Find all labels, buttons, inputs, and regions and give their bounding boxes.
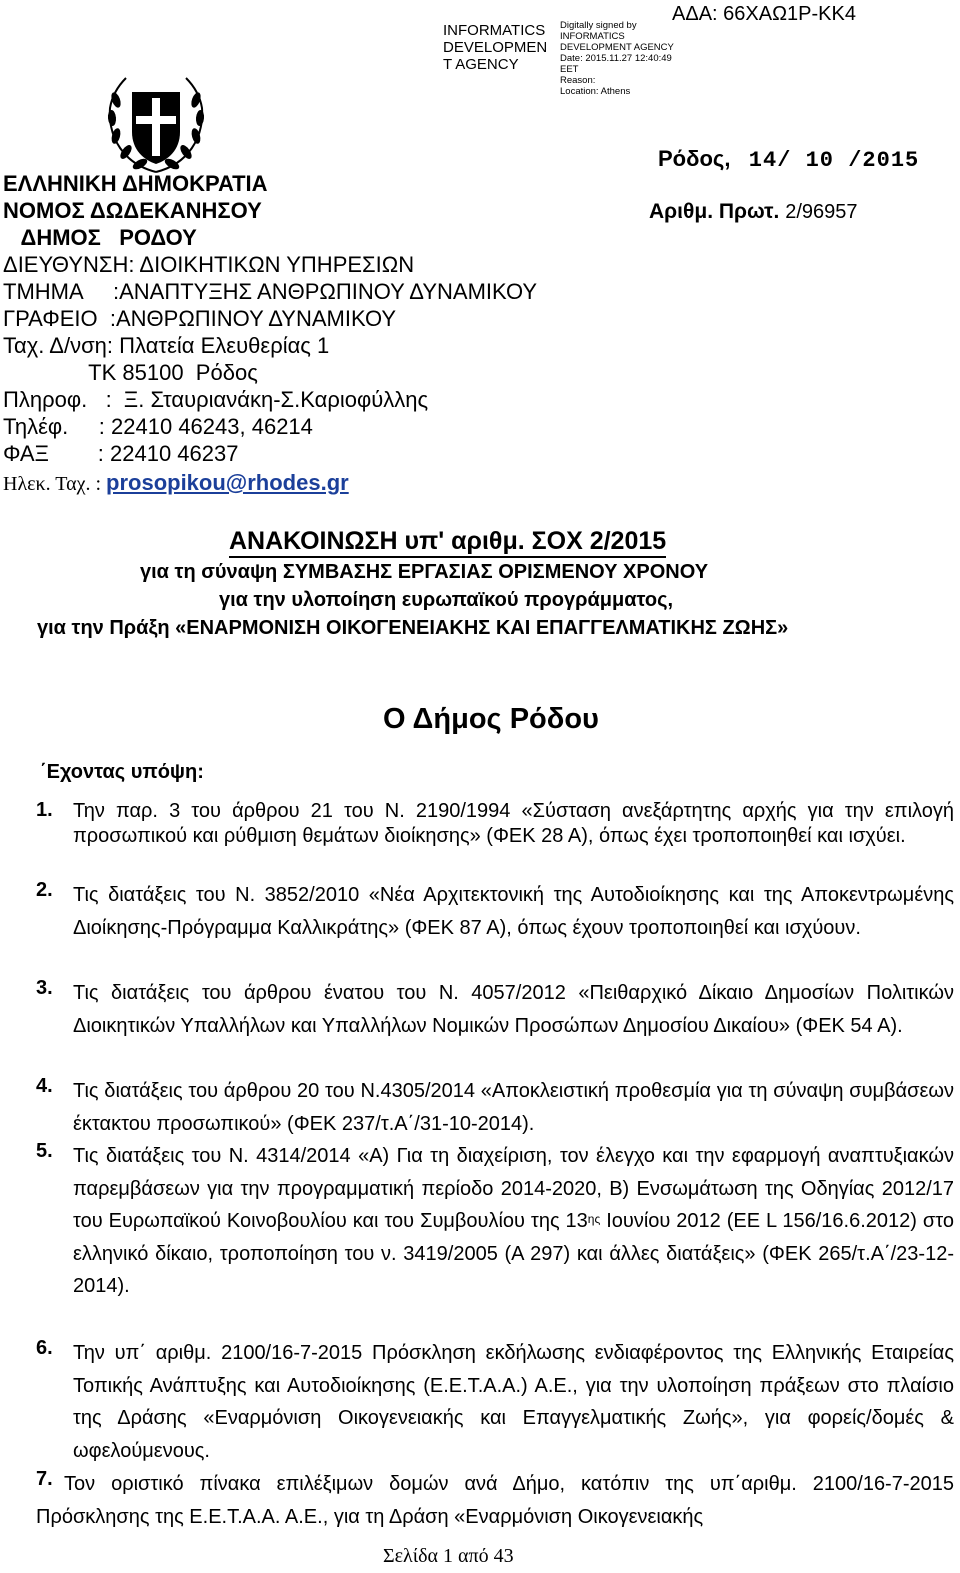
item-text: Την υπ΄ αριθμ. 2100/16-7-2015 Πρόσκληση εκδήλωσης ενδιαφέροντος της Ελληνικής Εταιρείας Τοπικής Ανάπτυξης και Αυτοδιοίκησης (Ε.Ε.Τ.Α.Α.) Α.Ε., για την υλοποίηση πράξεων στο πλαίσιο της Δράσης «Εναρμόνιση Οικογενειακής και Επαγγελματικής Ζωής», για φορείς/δομές & ωφελούμενους. [73,1342,954,1462]
ada-code: ΑΔΑ: 66ΧΑΩ1Ρ-ΚΚ4 [672,3,856,25]
signature-organization [443,22,547,73]
header-line: ΕΛΛΗΝΙΚΗ ΔΗΜΟΚΡΑΤΙΑ [3,171,268,196]
place: Ρόδος, [658,146,731,171]
signature-meta-line: DEVELOPMENT AGENCY [560,42,674,53]
announcement-title [229,527,666,556]
item-text [73,1140,954,1303]
header-line: ΝΟΜΟΣ ΔΩΔΕΚΑΝΗΣΟΥ [3,198,262,223]
signature-meta-line: INFORMATICS [560,31,625,42]
signature-meta-line: EET [560,64,579,75]
header-line: Πληροφ. : Ξ. Σταυριανάκη-Σ.Καριοφύλλης [3,387,429,412]
list-item [36,977,954,1042]
signature-meta-line: Reason: [560,75,596,86]
item-number: 2. [36,879,53,901]
superscript: ης [587,1212,601,1226]
email-label: Ηλεκ. Ταχ. : [3,473,107,495]
list-item [36,1337,954,1467]
item-text-part: Ιουνίου 2012 (ΕΕ L 156/16.6.2012) στο ελληνικό δίκαιο, τροποποίηση του ν. 3419/2005 (Α 297) και άλλες διατάξεις» (ΦΕΚ 265/τ.Α΄/23-12-2014). [73,1210,954,1297]
page-footer: Σελίδα 1 από 43 [383,1545,514,1567]
list-item [36,799,954,849]
email-link[interactable]: prosopikou@rhodes.gr [106,470,349,495]
list-item [36,1075,954,1140]
signature-details [560,20,674,97]
item-number: 4. [36,1075,53,1097]
signature-meta-line: Location: Athens [560,86,631,97]
item-number: 5. [36,1140,53,1162]
signature-meta-line: Digitally signed by [560,20,637,31]
announcement-title-text: ΑΝΑΚΟΙΝΩΣΗ υπ' αριθμ. ΣΟΧ 2/2015 [229,527,666,558]
greek-emblem-icon [102,68,210,176]
item-number: 6. [36,1337,53,1359]
header-line: Τηλέφ. : 22410 46243, 46214 [3,414,313,439]
protocol-value: 2/96957 [785,201,858,223]
date: 14/ 10 /2015 [748,148,920,173]
list-item [36,1468,954,1533]
header-line: ΔΙΕΥΘΥΝΣΗ: ΔΙΟΙΚΗΤΙΚΩΝ ΥΠΗΡΕΣΙΩΝ [3,252,415,277]
header-line: ΓΡΑΦΕΙΟ :ΑΝΘΡΩΠΙΝΟΥ ΔΥΝΑΜΙΚΟΥ [3,306,397,331]
announcement-subtitle: για την υλοποίηση ευρωπαϊκού προγράμματος, [219,589,674,611]
header-line: ΦΑΞ : 22410 46237 [3,441,239,466]
protocol-label: Αριθμ. Πρωτ. [649,200,780,223]
place-date [658,146,919,173]
header-line: ΔΗΜΟΣ ΡΟΔΟΥ [3,225,197,250]
list-item [36,879,954,944]
announcement-subtitle: για τη σύναψη ΣΥΜΒΑΣΗΣ ΕΡΓΑΣΙΑΣ ΟΡΙΣΜΕΝΟΥ ΧΡΟΝΟΥ [140,561,709,583]
list-item [36,1140,954,1303]
signature-org-line: DEVELOPMEN [443,39,548,56]
municipality-heading: Ο Δήμος Ρόδου [383,703,599,735]
item-text: Τις διατάξεις του άρθρου 20 του Ν.4305/2014 «Αποκλειστική προθεσμία για τη σύναψη συμβάσεων έκτακτου προσωπικού» (ΦΕΚ 237/τ.Α΄/31-10-2014). [73,1080,954,1135]
header-line: ΤΚ 85100 Ρόδος [3,360,258,385]
announcement-subtitle: για την Πράξη «ΕΝΑΡΜΟΝΙΣΗ ΟΙΚΟΓΕΝΕΙΑΚΗΣ ΚΑΙ ΕΠΑΓΓΕΛΜΑΤΙΚΗΣ ΖΩΗΣ» [37,617,789,639]
item-text: Την παρ. 3 του άρθρου 21 του Ν. 2190/1994 «Σύσταση ανεξάρτητης αρχής για την επιλογή προσωπικού και ρύθμιση θεμάτων διοίκησης» (ΦΕΚ 28 Α), όπως έχει τροποποιηθεί και ισχύει. [73,800,954,847]
item-text-part: Τις διατάξεις του Ν. 4314/2014 «Α) Για τη διαχείριση, τον έλεγχο και την εφαρμογή αναπτυξιακών παρεμβάσεων για την προγραμματική περίοδο 2014-2020, Β) Ενσωμάτωση της Οδηγίας 2012/17 του Ευρωπαϊκού Κοινοβουλίου και του Συμβουλίου της 13 [73,1145,954,1232]
item-text: Τον οριστικό πίνακα επιλέξιμων δομών ανά Δήμο, κατόπιν της υπ΄αριθμ. 2100/16-7-2015 Πρόσκλησης της Ε.Ε.Τ.Α.Α. Α.Ε., για τη Δράση «Εναρμόνιση Οικογενειακής [36,1473,954,1528]
email-line [3,470,349,496]
item-number: 7. [36,1468,53,1490]
signature-org-line: INFORMATICS [443,22,546,39]
considering-heading: ΄Εχοντας υπόψη: [40,761,204,783]
signature-org-line: T AGENCY [443,56,519,73]
signature-meta-line: Date: 2015.11.27 12:40:49 [560,53,672,64]
item-text: Τις διατάξεις του Ν. 3852/2010 «Νέα Αρχιτεκτονική της Αυτοδιοίκησης και της Αποκεντρωμένης Διοίκησης-Πρόγραμμα Καλλικράτης» (ΦΕΚ 87 Α), όπως έχουν τροποποιηθεί και ισχύουν. [73,884,954,939]
header-line: Ταχ. Δ/νση: Πλατεία Ελευθερίας 1 [3,333,330,358]
header-line: ΤΜΗΜΑ :ΑΝΑΠΤΥΞΗΣ ΑΝΘΡΩΠΙΝΟΥ ΔΥΝΑΜΙΚΟΥ [3,279,538,304]
item-number: 3. [36,977,53,999]
protocol-number [649,200,858,224]
item-text: Τις διατάξεις του άρθρου ένατου του Ν. 4057/2012 «Πειθαρχικό Δίκαιο Δημοσίων Πολιτικών Διοικητικών Υπαλλήλων και Υπαλλήλων Νομικών Προσώπων Δημοσίου Δικαίου» (ΦΕΚ 54 Α). [73,982,954,1037]
item-number: 1. [36,799,53,821]
